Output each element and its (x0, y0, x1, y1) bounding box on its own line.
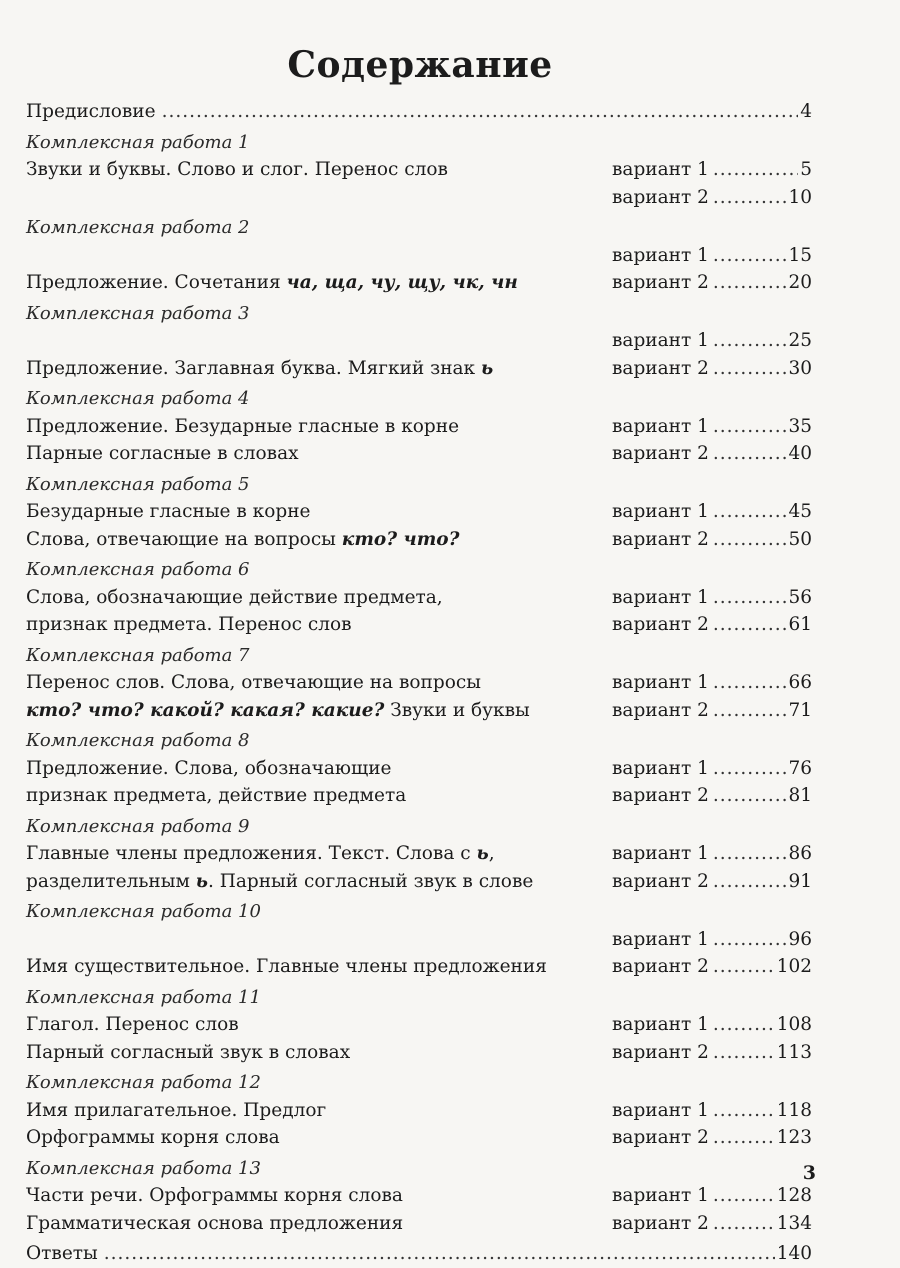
topic-text (26, 1097, 326, 1125)
work-header (26, 1155, 812, 1183)
variant-page: 40 (788, 443, 812, 464)
leader-dots (713, 440, 787, 468)
work-header-title: Комплексная работа 1 (26, 131, 250, 153)
work-header-title: Комплексная работа 5 (26, 473, 250, 495)
variant-label: вариант 1 (612, 415, 709, 437)
leader-dots (713, 1097, 775, 1125)
variant-label: вариант 2 (612, 956, 709, 977)
variant-label: вариант 1 (612, 586, 709, 608)
variant-entry (612, 242, 812, 270)
variant-page: 86 (788, 843, 812, 864)
variant-entry (612, 1210, 812, 1238)
topic-text (26, 697, 530, 725)
leader-dots (713, 526, 787, 554)
variant-page: 25 (788, 330, 812, 351)
variant-entry (612, 327, 812, 355)
leader-dots (104, 1240, 775, 1268)
topic-text (26, 584, 443, 612)
work-header-title: Комплексная работа 12 (26, 1072, 261, 1093)
variant-entry (612, 269, 812, 297)
variant-label: вариант 1 (612, 1099, 709, 1121)
work-header (26, 385, 812, 413)
toc-line (26, 440, 812, 468)
toc-entry-page: 140 (776, 1243, 812, 1264)
variant-label: вариант 2 (612, 1127, 709, 1148)
variant-page: 96 (788, 928, 812, 950)
topic-fragment: Предложение. Безударные гласные в корне (26, 415, 460, 437)
variant-label: вариант 1 (612, 159, 709, 180)
variant-page: 128 (776, 1185, 812, 1206)
leader-dots (713, 584, 787, 612)
work-header (26, 129, 812, 157)
work-header-title: Комплексная работа 13 (26, 1157, 261, 1179)
leader-dots (713, 498, 787, 526)
toc-line (26, 242, 812, 270)
variant-entry (612, 1124, 812, 1152)
toc-entry-answers (26, 1240, 812, 1268)
topic-fragment: признак предмета, действие предмета (26, 785, 407, 806)
variant-label: вариант 2 (612, 528, 709, 550)
topic-fragment: признак предмета. Перенос слов (26, 614, 352, 635)
work-header-title: Комплексная работа 6 (26, 559, 250, 580)
variant-entry (612, 156, 812, 184)
topic-fragment: , (488, 843, 495, 864)
variant-entry (612, 1182, 812, 1210)
work-header (26, 813, 812, 841)
variant-page: 15 (788, 244, 812, 266)
leader-dots (713, 1210, 775, 1238)
variant-page: 91 (788, 870, 812, 892)
keyword-text: кто? что? какой? какая? какие? (26, 699, 385, 721)
leader-dots (713, 184, 787, 212)
keyword-text: ь (476, 843, 489, 864)
toc-line (26, 611, 812, 639)
variant-entry (612, 840, 812, 868)
variant-entry (612, 413, 812, 441)
variant-label: вариант 1 (612, 244, 709, 266)
variant-label: вариант 2 (612, 443, 709, 464)
topic-fragment: . Парный согласный звук в слове (207, 870, 534, 892)
toc-entry-preface (26, 98, 812, 126)
variant-page: 123 (776, 1127, 812, 1148)
variant-page: 66 (788, 672, 812, 693)
page-title: Содержание (287, 44, 553, 86)
work-header (26, 898, 812, 926)
toc-line (26, 1210, 812, 1238)
topic-fragment: Части речи. Орфограммы корня слова (26, 1185, 403, 1206)
topic-text (26, 1011, 239, 1039)
topic-fragment: разделительным (26, 870, 196, 892)
leader-dots (713, 242, 787, 270)
toc-line (26, 327, 812, 355)
variant-page: 45 (788, 501, 812, 522)
variant-entry (612, 440, 812, 468)
toc-line (26, 355, 812, 383)
topic-text (26, 1124, 280, 1152)
toc-line (26, 184, 812, 212)
variant-entry (612, 782, 812, 810)
topic-fragment: Предложение. Слова, обозначающие (26, 757, 392, 779)
work-header-title: Комплексная работа 2 (26, 217, 250, 238)
variant-page: 56 (788, 586, 812, 608)
topic-fragment: Парные согласные в словах (26, 443, 299, 464)
variant-page: 102 (776, 956, 812, 977)
work-header (26, 642, 812, 670)
variant-label: вариант 1 (612, 672, 709, 693)
work-header (26, 1069, 812, 1097)
topic-fragment: Звуки и буквы. Слово и слог. Перенос слов (26, 159, 448, 180)
leader-dots (713, 1039, 775, 1067)
toc-line (26, 1011, 812, 1039)
toc-line (26, 953, 812, 981)
variant-label: вариант 2 (612, 272, 709, 293)
variant-page: 35 (788, 415, 812, 437)
topic-text (26, 440, 299, 468)
toc-line (26, 526, 812, 554)
work-header-title: Комплексная работа 8 (26, 730, 250, 751)
variant-entry (612, 1097, 812, 1125)
work-header-title: Комплексная работа 3 (26, 302, 250, 324)
variant-entry (612, 755, 812, 783)
variant-label: вариант 2 (612, 186, 709, 208)
work-header (26, 984, 812, 1012)
topic-text (26, 868, 533, 896)
toc-entry-label: Предисловие (26, 101, 156, 122)
topic-text (26, 1210, 403, 1238)
topic-text (26, 953, 547, 981)
variant-page: 108 (776, 1014, 812, 1035)
variant-entry (612, 868, 812, 896)
leader-dots (713, 1011, 775, 1039)
topic-text (26, 782, 406, 810)
toc-line (26, 782, 812, 810)
topic-fragment: Звуки и буквы (384, 699, 530, 721)
work-header-title: Комплексная работа 4 (26, 388, 250, 409)
variant-entry (612, 953, 812, 981)
topic-text (26, 611, 352, 639)
variant-entry (612, 498, 812, 526)
leader-dots (713, 782, 787, 810)
variant-page: 118 (776, 1099, 812, 1121)
keyword-text: кто? что? (341, 528, 460, 550)
work-header (26, 556, 812, 584)
topic-fragment: Парный согласный звук в словах (26, 1041, 351, 1063)
variant-label: вариант 1 (612, 757, 709, 779)
toc-line (26, 1182, 812, 1210)
toc-line (26, 1039, 812, 1067)
variant-label: вариант 2 (612, 614, 709, 635)
toc-line (26, 498, 812, 526)
variant-entry (612, 611, 812, 639)
variant-page: 10 (788, 186, 812, 208)
variant-label: вариант 1 (612, 330, 709, 351)
keyword-text: ь (481, 357, 494, 379)
leader-dots (713, 669, 787, 697)
topic-text (26, 1039, 350, 1067)
variant-entry (612, 697, 812, 725)
variant-page: 76 (788, 757, 812, 779)
leader-dots (713, 953, 775, 981)
topic-text (26, 840, 495, 868)
leader-dots (713, 327, 787, 355)
leader-dots (713, 156, 798, 184)
toc-line (26, 669, 812, 697)
variant-entry (612, 526, 812, 554)
topic-text (26, 669, 481, 697)
variant-entry (612, 1039, 812, 1067)
toc-line (26, 269, 812, 297)
topic-fragment: Грамматическая основа предложения (26, 1212, 404, 1234)
topic-fragment: Имя прилагательное. Предлог (26, 1099, 327, 1121)
leader-dots (713, 611, 787, 639)
work-header (26, 471, 812, 499)
topic-fragment: Глагол. Перенос слов (26, 1014, 239, 1035)
work-header (26, 727, 812, 755)
work-header (26, 300, 812, 328)
variant-entry (612, 184, 812, 212)
toc-entry-label: Ответы (26, 1243, 98, 1264)
leader-dots (713, 413, 787, 441)
keyword-text: ча, ща, чу, щу, чк, чн (286, 272, 518, 293)
topic-fragment: Перенос слов. Слова, отвечающие на вопросы (26, 672, 481, 693)
toc-line (26, 413, 812, 441)
leader-dots (713, 926, 787, 954)
leader-dots (713, 755, 787, 783)
toc-line (26, 868, 812, 896)
page-number: 3 (802, 1162, 816, 1184)
toc-line (26, 755, 812, 783)
variant-label: вариант 1 (612, 1014, 709, 1035)
topic-text (26, 413, 459, 441)
variant-label: вариант 1 (612, 843, 709, 864)
topic-text (26, 156, 448, 184)
topic-fragment: Безударные гласные в корне (26, 501, 311, 522)
topic-text (26, 755, 392, 783)
variant-label: вариант 2 (612, 870, 709, 892)
variant-label: вариант 2 (612, 699, 709, 721)
leader-dots (713, 868, 787, 896)
variant-label: вариант 1 (612, 501, 709, 522)
work-header-title: Комплексная работа 10 (26, 901, 261, 922)
variant-page: 30 (788, 357, 812, 379)
variant-entry (612, 584, 812, 612)
toc-line (26, 1097, 812, 1125)
variant-label: вариант 1 (612, 928, 709, 950)
toc-line (26, 697, 812, 725)
variant-page: 61 (788, 614, 812, 635)
variant-entry (612, 669, 812, 697)
variant-entry (612, 926, 812, 954)
leader-dots (713, 269, 787, 297)
toc-entry-page: 4 (800, 101, 812, 122)
leader-dots (713, 1124, 775, 1152)
variant-entry (612, 355, 812, 383)
variant-page: 20 (788, 272, 812, 293)
variant-page: 113 (776, 1041, 812, 1063)
topic-text (26, 355, 493, 383)
leader-dots (162, 98, 799, 126)
variant-label: вариант 1 (612, 1185, 709, 1206)
topic-fragment: Предложение. Заглавная буква. Мягкий знак (26, 357, 481, 379)
topic-fragment: Орфограммы корня слова (26, 1127, 280, 1148)
topic-fragment: Предложение. Сочетания (26, 272, 287, 293)
variant-label: вариант 2 (612, 1041, 709, 1063)
variant-label: вариант 2 (612, 785, 709, 806)
works-list (26, 129, 812, 1238)
topic-text (26, 498, 311, 526)
variant-label: вариант 2 (612, 1212, 709, 1234)
work-header-title: Комплексная работа 7 (26, 644, 250, 666)
leader-dots (713, 1182, 775, 1210)
toc-line (26, 840, 812, 868)
topic-text (26, 1182, 403, 1210)
variant-page: 71 (788, 699, 812, 721)
leader-dots (713, 355, 787, 383)
leader-dots (713, 840, 787, 868)
keyword-text: ь (195, 870, 208, 892)
table-of-contents (26, 98, 812, 1268)
toc-line (26, 156, 812, 184)
topic-text (26, 269, 518, 297)
work-header-title: Комплексная работа 9 (26, 815, 250, 837)
topic-fragment: Слова, обозначающие действие предмета, (26, 586, 443, 608)
variant-page: 50 (788, 528, 812, 550)
toc-line (26, 584, 812, 612)
variant-label: вариант 2 (612, 357, 709, 379)
variant-page: 134 (776, 1212, 812, 1234)
leader-dots (713, 697, 787, 725)
topic-fragment: Главные члены предложения. Текст. Слова с (26, 843, 477, 864)
work-header (26, 214, 812, 242)
topic-text (26, 526, 460, 554)
toc-line (26, 1124, 812, 1152)
toc-line (26, 926, 812, 954)
variant-page: 81 (788, 785, 812, 806)
variant-page: 5 (800, 159, 812, 180)
work-header-title: Комплексная работа 11 (26, 986, 261, 1008)
variant-entry (612, 1011, 812, 1039)
topic-fragment: Имя существительное. Главные члены предложения (26, 956, 547, 977)
topic-fragment: Слова, отвечающие на вопросы (26, 528, 342, 550)
